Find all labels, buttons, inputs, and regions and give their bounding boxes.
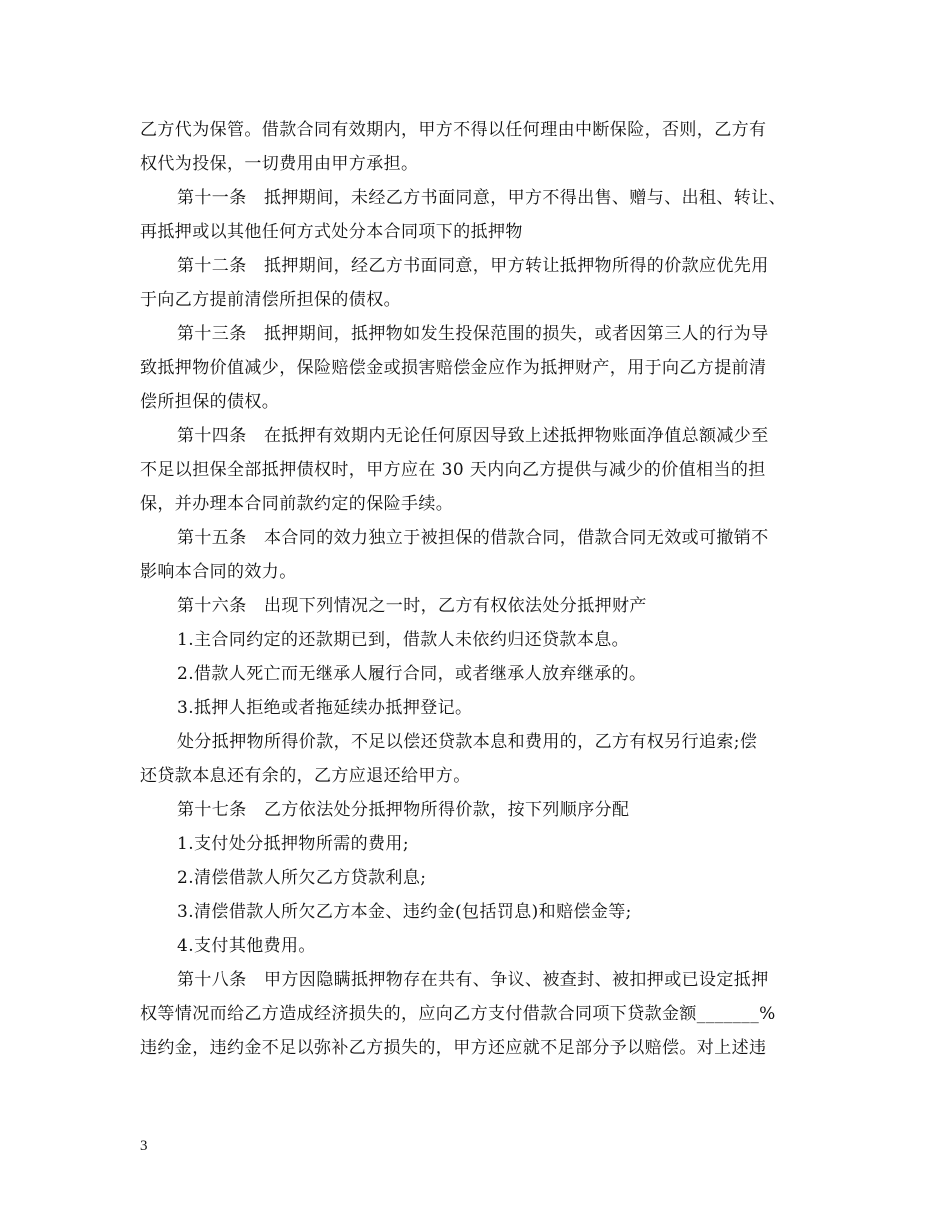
page-number: 3 bbox=[140, 1138, 148, 1154]
text-line: 1.主合同约定的还款期已到，借款人未依约归还贷款本息。 bbox=[177, 630, 630, 650]
text-line: 4.支付其他费用。 bbox=[177, 936, 316, 956]
text-line: 不足以担保全部抵押债权时，甲方应在 30 天内向乙方提供与减少的价值相当的担 bbox=[140, 460, 766, 480]
text-line: 3.抵押人拒绝或者拖延续办抵押登记。 bbox=[177, 698, 473, 718]
text-line: 权代为投保，一切费用由甲方承担。 bbox=[140, 154, 419, 174]
text-line: 偿所担保的债权。 bbox=[140, 392, 280, 412]
text-line: 还贷款本息还有余的，乙方应退还给甲方。 bbox=[140, 766, 471, 786]
text-line: 第十七条 乙方依法处分抵押物所得价款，按下列顺序分配 bbox=[177, 800, 630, 820]
text-line: 处分抵押物所得价款，不足以偿还贷款本息和费用的，乙方有权另行追索;偿 bbox=[177, 732, 758, 752]
text-line: 3.清偿借款人所欠乙方本金、违约金(包括罚息)和赔偿金等; bbox=[177, 902, 632, 922]
text-line: 2.借款人死亡而无继承人履行合同，或者继承人放弃继承的。 bbox=[177, 664, 647, 684]
text-line: 乙方代为保管。借款合同有效期内，甲方不得以任何理由中断保险，否则，乙方有 bbox=[140, 120, 767, 140]
text-line: 再抵押或以其他任何方式处分本合同项下的抵押物 bbox=[140, 222, 523, 242]
text-line: 致抵押物价值减少，保险赔偿金或损害赔偿金应作为抵押财产，用于向乙方提前清 bbox=[140, 358, 767, 378]
text-line: 第十一条 抵押期间，未经乙方书面同意，甲方不得出售、赠与、出租、转让、 bbox=[177, 188, 786, 208]
text-line: 第十八条 甲方因隐瞒抵押物存在共有、争议、被查封、被扣押或已设定抵押 bbox=[177, 970, 769, 990]
text-line: 第十三条 抵押期间，抵押物如发生投保范围的损失，或者因第三人的行为导 bbox=[177, 324, 769, 344]
text-line: 第十四条 在抵押有效期内无论任何原因导致上述抵押物账面净值总额减少至 bbox=[177, 426, 769, 446]
text-line: 保，并办理本合同前款约定的保险手续。 bbox=[140, 494, 454, 514]
text-line: 第十六条 出现下列情况之一时，乙方有权依法处分抵押财产 bbox=[177, 596, 647, 616]
text-line: 1.支付处分抵押物所需的费用; bbox=[177, 834, 409, 854]
text-line: 第十二条 抵押期间，经乙方书面同意，甲方转让抵押物所得的价款应优先用 bbox=[177, 256, 769, 276]
text-line: 权等情况而给乙方造成经济损失的，应向乙方支付借款合同项下贷款金额_______% bbox=[140, 1004, 776, 1024]
text-line: 违约金，违约金不足以弥补乙方损失的，甲方还应就不足部分予以赔偿。对上述违 bbox=[140, 1038, 767, 1058]
text-line: 于向乙方提前清偿所担保的债权。 bbox=[140, 290, 401, 310]
text-line: 影响本合同的效力。 bbox=[140, 562, 297, 582]
text-line: 第十五条 本合同的效力独立于被担保的借款合同，借款合同无效或可撤销不 bbox=[177, 528, 769, 548]
text-line: 2.清偿借款人所欠乙方贷款利息; bbox=[177, 868, 427, 888]
